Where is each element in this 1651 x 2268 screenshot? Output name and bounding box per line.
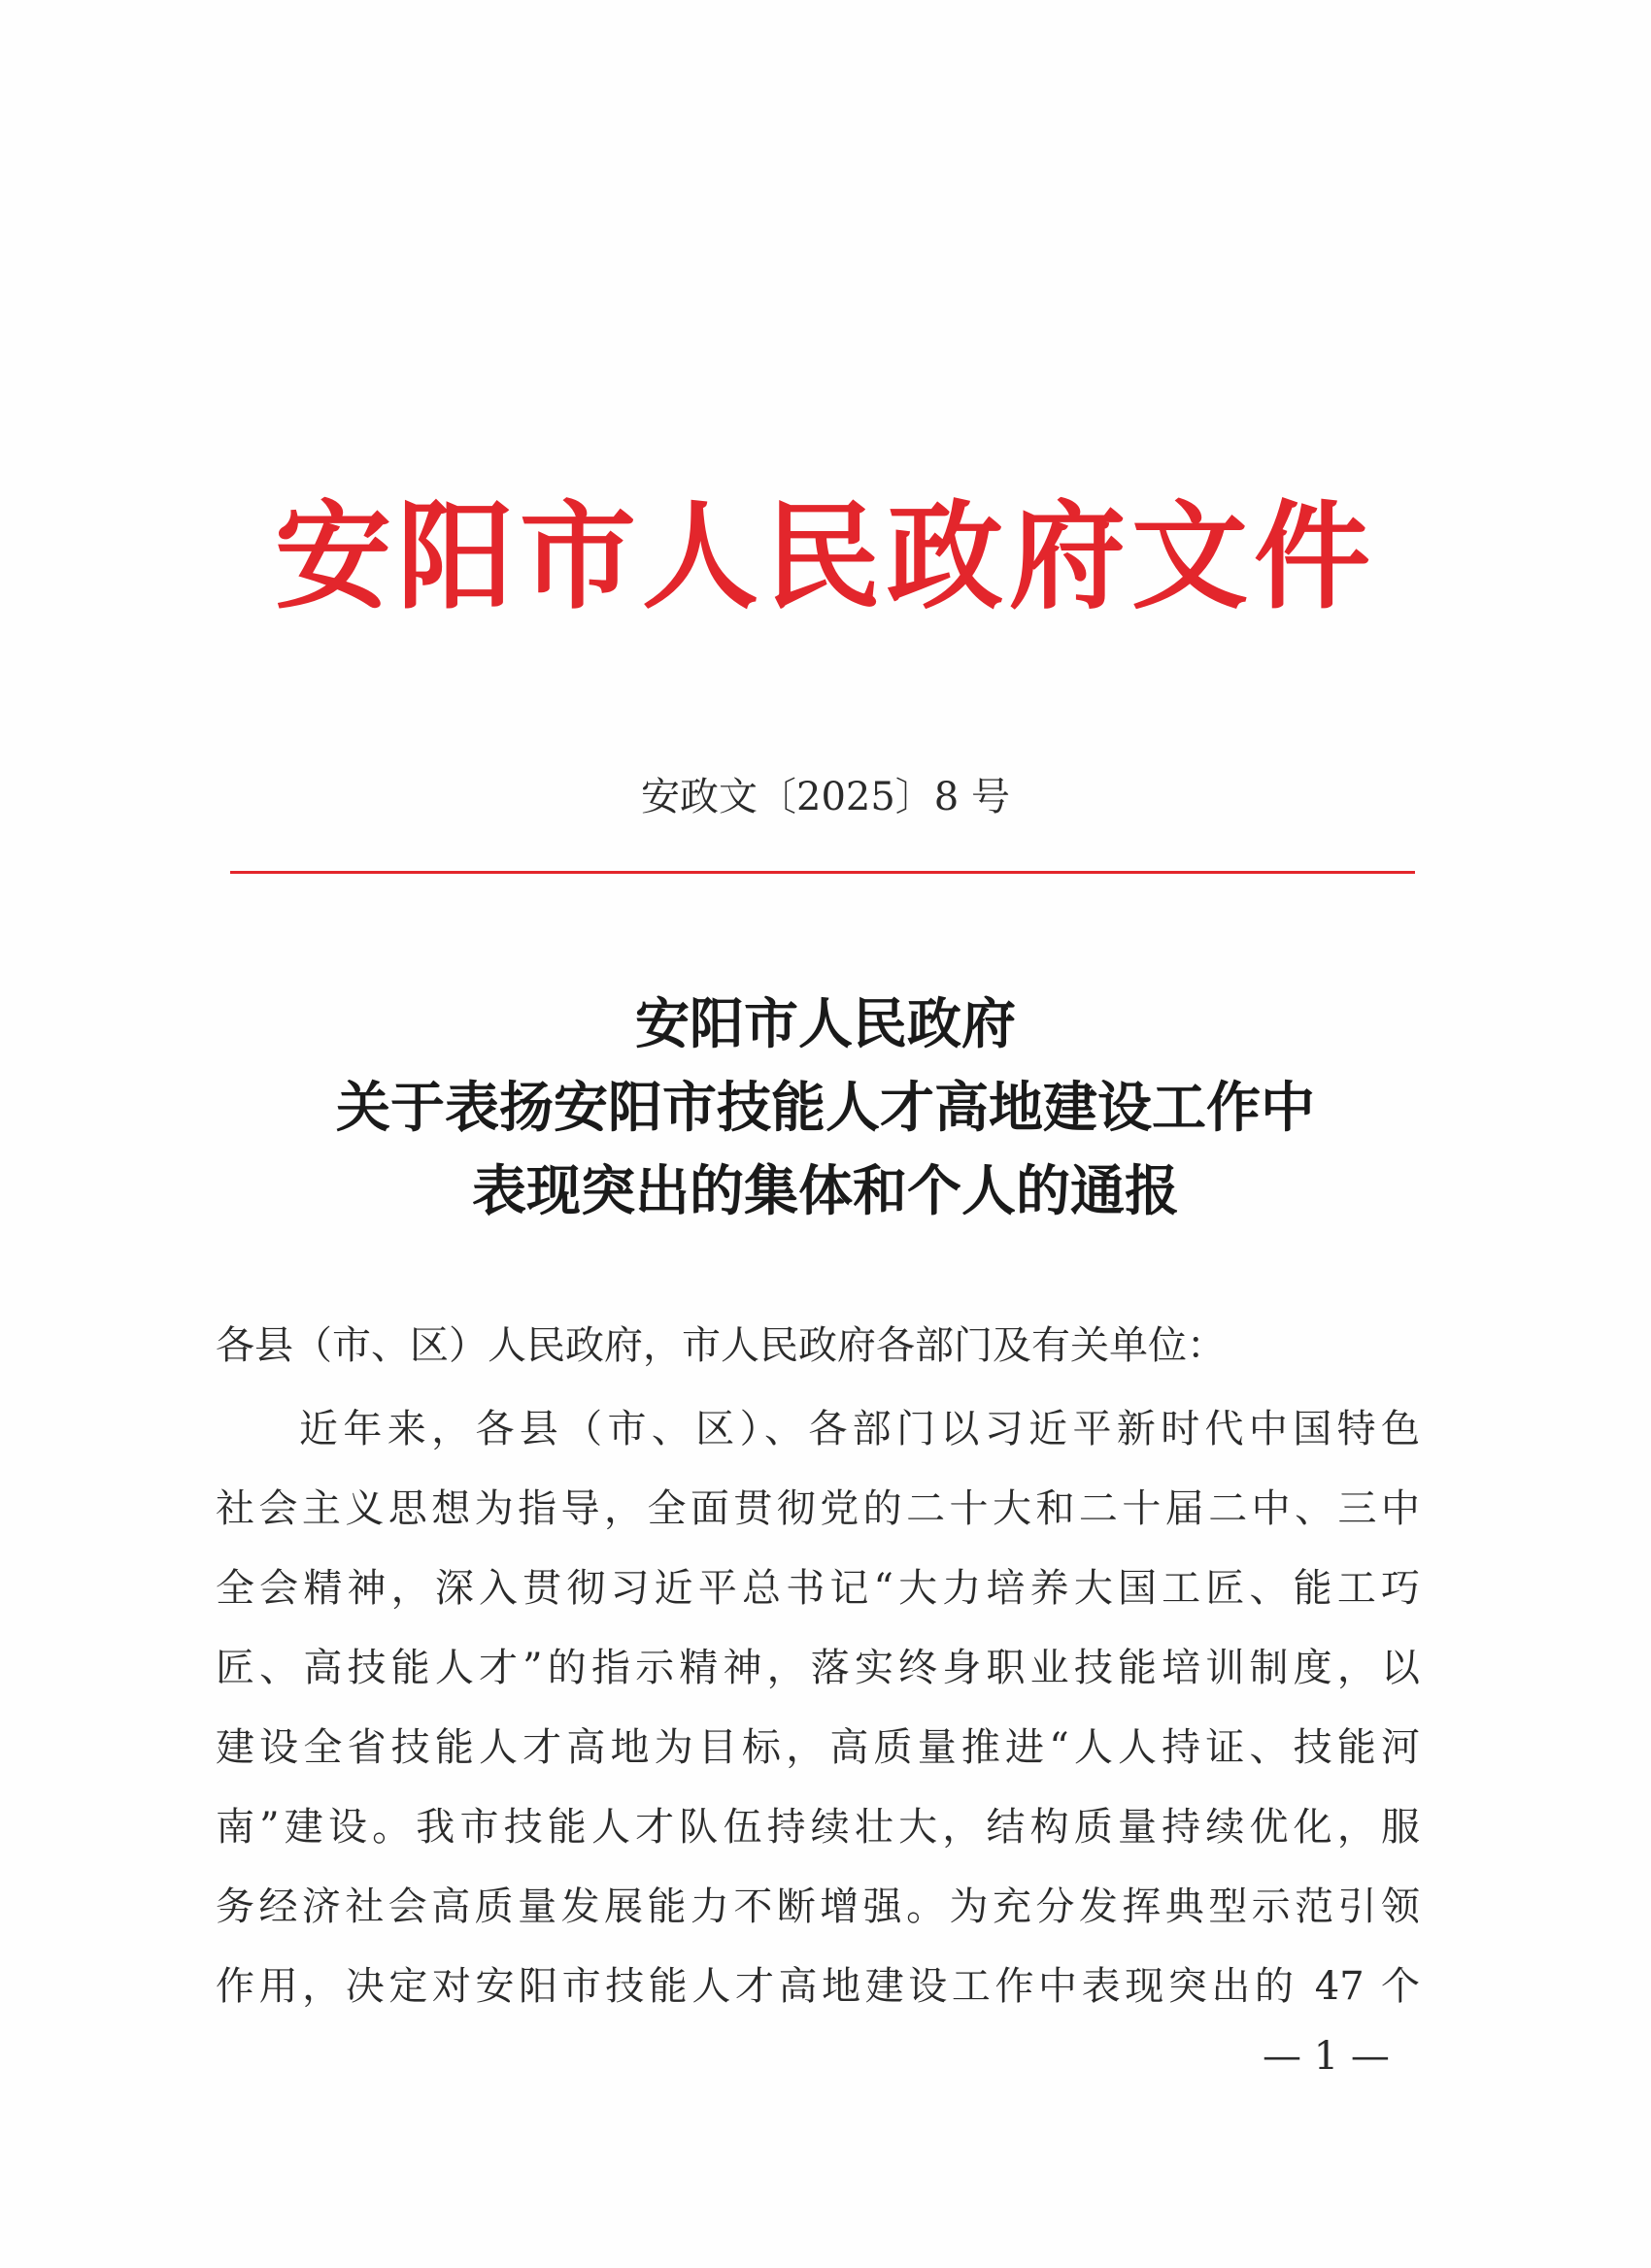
body-line: 社会主义思想为指导，全面贯彻党的二十大和二十届二中、三中: [216, 1486, 1420, 1531]
body-line: 作用，决定对安阳市技能人才高地建设工作中表现突出的 47 个: [216, 1964, 1420, 2009]
body-paragraph: [216, 1389, 1420, 2026]
notice-title-line: 表现突出的集体和个人的通报: [472, 1159, 1179, 1223]
notice-title: [0, 983, 1651, 1233]
page-number: — 1 —: [1263, 2034, 1390, 2079]
red-divider: [230, 871, 1415, 874]
document-number: 安政文〔2025〕8 号: [641, 775, 1010, 819]
body-line: 建设全省技能人才高地为目标，高质量推进“人人持证、技能河: [216, 1725, 1420, 1770]
document-header-title: 安阳市人民政府文件: [275, 490, 1376, 625]
body-line: 南”建设。我市技能人才队伍持续壮大，结构质量持续优化，服: [216, 1805, 1420, 1850]
notice-title-line: 关于表扬安阳市技能人才高地建设工作中: [336, 1076, 1315, 1140]
body-line: 全会精神，深入贯彻习近平总书记“大力培养大国工匠、能工巧: [216, 1566, 1420, 1611]
body-line: 务经济社会高质量发展能力不断增强。为充分发挥典型示范引领: [216, 1884, 1420, 1929]
body-line: 近年来，各县（市、区）、各部门以习近平新时代中国特色: [299, 1407, 1420, 1451]
body-line: 匠、高技能人才”的指示精神，落实终身职业技能培训制度，以: [216, 1646, 1420, 1690]
notice-title-line: 安阳市人民政府: [635, 992, 1016, 1056]
addressee-line: 各县（市、区）人民政府，市人民政府各部门及有关单位：: [216, 1323, 1226, 1368]
